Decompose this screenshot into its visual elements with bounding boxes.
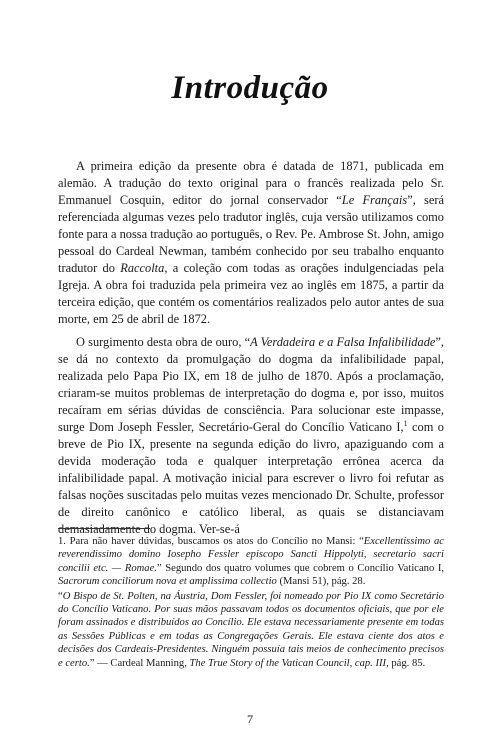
paragraph-1-italic-b: Raccolta [120,261,165,275]
footnote-1-text-a: 1. Para não haver dúvidas, buscamos os atos do Concílio no Mansi: “ [58,536,364,547]
footnote-2-italic-b: The True Story of the Vatican Council, cap. III [189,657,387,669]
paragraph-1-text-a: A primeira edição da presente obra é datada de 1871, publicada em alemão. A tradução do texto original para o francês realizada pelo Sr. Emmanuel Cosquin, editor do jornal conservador “ [58,159,444,207]
footnote-divider [58,528,150,529]
footnote-2-text-c: , pág. 85. [386,657,426,669]
footnote-2 [58,590,444,670]
paragraph-1-italic-a: Le Français [341,193,408,207]
paragraph-2-italic-a: A Verdadeira e a Falsa Infalibilidade [250,335,436,349]
paragraph-2 [58,334,444,538]
paragraph-2-text-a: O surgimento desta obra de ouro, “ [76,335,251,349]
footnote-1 [58,535,444,589]
footnote-2-italic-a: O Bispo de St. Polten, na Áustria, Dom Fessler, foi nomeado por Pio IX como Secretário do Concílio Vaticano. Por suas mãos passavam todos os documentos oficiais, que por ele foram assinados e distribuídos ao Concílio. Ele estava necessariamente presente em todas as Sessões Públicas e em todas as Congregações Gerais. Ele estava ciente dos atos e decisões dos Cardeais-Presidentes. Ninguém possuía tais meios de conhecimento precisos e certo. [58,590,444,669]
paragraph-1 [58,158,444,328]
footnote-2-text-b: ” — Cardeal Manning, [89,657,190,669]
paragraph-1-text-b: ”, será referenciada algumas vezes pelo tradutor inglês, cuja versão utilizamos como fonte para a nossa tradução ao português, o Rev. Pe. Ambrose St. John, amigo pessoal do Cardeal Newman, também conhecido por seu trabalho enquanto tradutor do [58,193,444,275]
footnote-reference-1[interactable]: 1 [403,418,408,428]
paragraph-1-text-c: , a coleção com todas as orações indulgenciadas pela Igreja. A obra foi traduzida pela primeira vez ao inglês em 1875, a partir da terceira edição, que contém os comentários realizados pelo autor antes de sua morte, em 25 de abril de 1872. [58,261,444,326]
footnote-1-italic-b: Sacrorum conciliorum nova et amplissima collectio [58,576,277,588]
footnote-1-italic-a: Excellentissimo ac reverendissimo domino Iosepho Fessler episcopo Sancti Hippolyti, secretario sacri concilii etc. — Romae. [58,536,444,574]
chapter-title: Introdução [171,70,329,106]
footnote-2-text-a: “ [58,590,63,602]
page-number: 7 [247,712,253,726]
paragraph-2-text-c: com o breve de Pio IX, presente na segunda edição do livro, apaziguando com a devida moderação toda e qualquer interpretação errônea acerca da infalibilidade papal. A motivação inicial para escrever o livro foi refutar as falsas noções suscitadas pelo muitas vezes mencionado Dr. Schulte, professor de direito canônico e católico liberal, as quais se distanciavam demasiadamente do dogma. Ver-se-á [58,420,444,536]
body-text [58,158,444,544]
footnote-1-text-c: (Mansi 51), pág. 28. [276,576,366,588]
footnotes [58,535,444,671]
paragraph-2-text-b: ”, se dá no contexto da promulgação do dogma da infalibilidade papal, realizada pelo Papa Pio IX, em 18 de julho de 1870. Após a proclamação, criaram-se muitos problemas de interpretação do dogma e, por isso, muitos recaíram em sérias dúvidas de consciência. Para solucionar este impasse, surge Dom Joseph Fessler, Secretário-Geral do Concílio Vaticano I, [58,335,444,434]
footnote-1-text-b: ” Segundo dos quatro volumes que cobrem o Concílio Vaticano I, [156,562,445,574]
